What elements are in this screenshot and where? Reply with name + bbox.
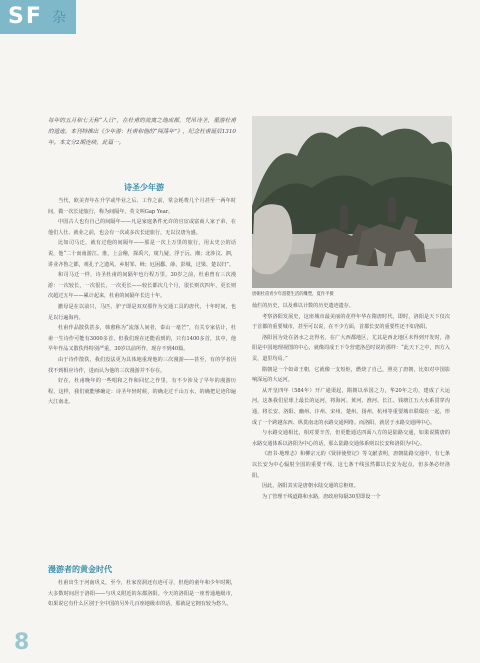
paragraph: 为了管理干线道路和水路，唐政府每隔30里即设一个 <box>262 493 381 500</box>
section-title-2: 漫游者的黄金时代 <box>48 565 112 574</box>
column-2-body <box>252 301 450 502</box>
paragraph: 与水路交通相比，相对要辛苦，但更能通达四面八方的是陆路交通，如果说隋唐的水路交通体系以洛阳为中心的话，那么陆路交通体系则以长安和洛阳为中心。 <box>252 430 450 447</box>
paragraph: 中国古人也有自己的间隔年——凡是家庭条件允许的官宦或富商人家子弟，在他们人仕、就业之前，也会有一次或多次长途旅行，无以汉唐为盛。 <box>48 219 236 236</box>
paragraph: 比如司马迁，就有过他的间隔年——那是一次上万里的旅行，用太史公的话说，他“二十而南游江、淮，上会稽，探禹穴，窥九疑，浮于沅、湘；北涉汶、泗，讲业齐鲁之都，观孔子之遗风，乡射邹、峄；厄困鄱、薛、彭城，过梁、楚以归”。 <box>48 240 236 268</box>
paragraph: 当代，欧美青年在升学或毕业之后、工作之前，常会耗费几个月甚至一两年时间，做一次长途旅行，称为间隔年，英文叫Gap Year。 <box>48 198 236 215</box>
column-1-body-continued <box>48 578 236 610</box>
paragraph: 由于诗作散佚，我们没法更为具体地重现他的三次漫游——甚至，有的学者因找不到相应诗作，进而认为他的三次漫游并不存在。 <box>48 356 236 374</box>
paragraph: 杜甫出生于河南巩义，至今，杜家窑洞还有迹可寻，但他的童年和少年时期，大多数时间居于洛阳——与巩义附近的东都洛阳。今天的洛阳是一座普通地级市，如果说它有什么区别于全中国的另外几百座地级市的话，那就是它拥有较为悠久、 <box>48 580 236 608</box>
logo-text: SF <box>8 4 43 29</box>
paragraph: 隋朝是一个如命王朝，它就像一支短炬，燃烧了自己，照亮了唐朝，比如对中国影响深远的大运河。 <box>252 366 450 384</box>
intro-paragraph: 每年的五月和七天称“人日”，在杜甫的流寓之地成都，凭吊诗圣，重游杜甫的遗迹。本刊特推出《少年游：杜甫和他的“闯荡年”》，纪念杜甫诞辰1310年。本文分2期连续，此篇一。 <box>48 118 236 146</box>
section-title-1: 诗圣少年游 <box>124 183 164 192</box>
paragraph: 洛阳因为处在洛水之北得名，在广大西都地区，尤其是西北地区未得到开发时，洛阳是中国地理视图的中心，就像周成王下令营建洛邑时说的那样：“此天下之中，四方入贡，道里均焉。” <box>252 334 450 362</box>
paragraph: 考察洛阳发展史，这座城市最美丽的花样年华在隋唐时代，即时，洛阳是天下仅次于首都的重要城市，甚至可以说，在不少方面，首都长安的重要性还不如洛阳。 <box>252 313 450 331</box>
paragraph: 好在，杜甫晚年的一些唱和之作和回忆之作里，有不少涉及了早年的漫游历程，这样，我们就能够确定：诗圣年轻时候，的确走过千山万水，的确把足迹印遍大江南北。 <box>48 378 236 406</box>
magazine-logo <box>0 0 76 34</box>
paragraph: 因此，洛阳其实是唐朝水陆交通的总枢纽。 <box>262 483 359 490</box>
paragraph: 撤母是在以前只，马匹、驴子即是双双那作为交通工具的唐代，十年时间，也足以行遍海内。 <box>48 303 236 321</box>
photo-caption: 唐朝杜甫青少年游猎生活的雕塑，夏作平摄 <box>252 292 334 297</box>
paragraph: 灿烂的历史，以及难以计数的历史遗迹遗存。 <box>252 303 354 309</box>
paragraph: 从开皇四年（584年）开广通渠起，隋朝以举国之力，华20年之功，建成了大运河。这条我们星球上最长的运河，将海河、黄河、淮河、长江、钱塘江五大水系贯穿沟通，将长安、洛阳、幽州、汴州、宋州、楚州、扬州、杭州等重要城市联缀在一起，形成了一个跨越东西、纵贯南北的水路交通网络。而洛阳，就居于水路交通网中心。 <box>252 387 450 426</box>
logo-glyph: 杂 <box>52 10 66 26</box>
paragraph: 杜甫作品散佚甚多，韩愈称为“流落人间者，泰山一毫芒”，有关专家估计，杜甫一生诗作可能有3000多首，但我们现在还能看到的，只有1400多首，其中，他早年作品又散佚得特别严重，30岁以前所作，现存不到40篇。 <box>48 325 236 353</box>
sculpture-photo <box>252 116 452 288</box>
page-number: 8 <box>14 630 30 655</box>
column-1-body <box>48 196 236 408</box>
paragraph: 《唐书·地理志》和柳宗元的《贤驿使壁记》等文献表明，唐朝陆路交通中，有七条以长安为中心辐射全国的重要干线，这七条干线虽然都以长安为起点，但多条必经洛阳。 <box>252 451 450 479</box>
paragraph: 和司马迁一样，诗圣杜甫的间隔年也行程万里，30岁之前，杜甫曾有三次漫游：一次较长，一次很长，一次更长——较长都次几个月，很长则次四年，更长则次超过五年——累计起来，杜甫的间隔年长达十年。 <box>48 272 236 300</box>
